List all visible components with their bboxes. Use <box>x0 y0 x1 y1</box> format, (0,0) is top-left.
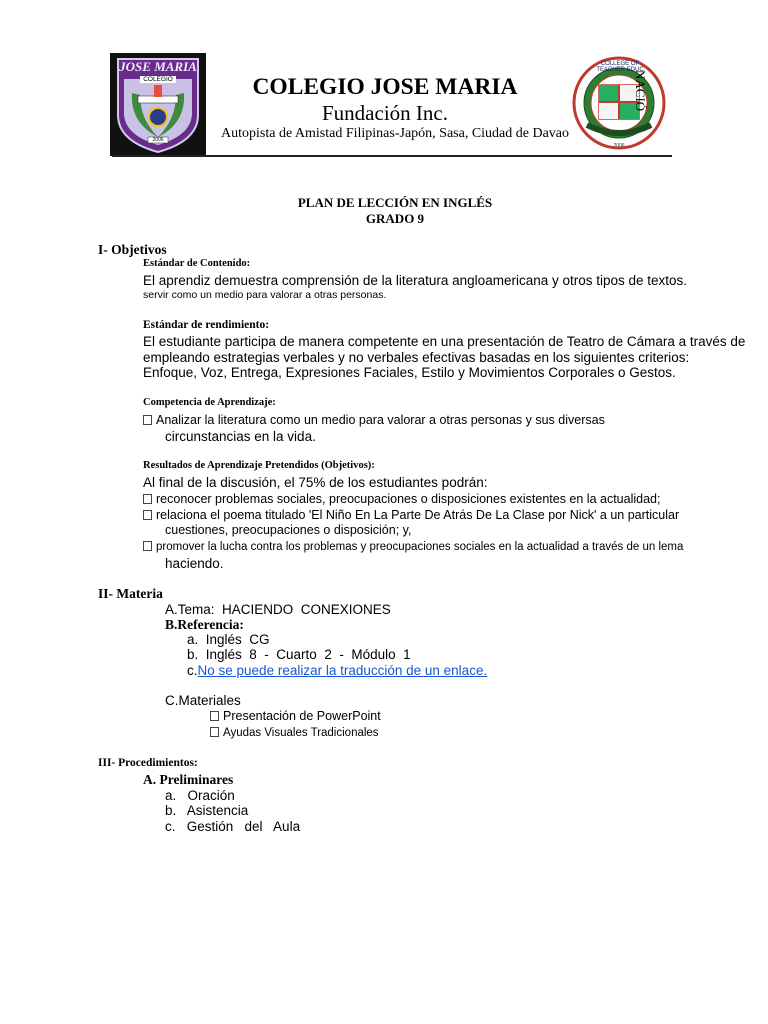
logo-year: 2006 <box>152 137 164 143</box>
rendimiento-label: Estándar de rendimiento: <box>143 319 270 331</box>
objective-bullet-3 <box>143 541 683 553</box>
bullet-box-icon <box>210 711 219 721</box>
objetivos-heading: I- Objetivos <box>98 242 167 257</box>
referencia-c-prefix: c. <box>187 663 198 678</box>
resultados-intro: Al final de la discusión, el 75% de los estudiantes podrán: <box>143 475 488 490</box>
document-title <box>150 195 640 227</box>
preliminar-item-c: c. Gestión del Aula <box>165 819 301 834</box>
objective-bullet-1 <box>143 492 660 506</box>
rendimiento-line-2: empleando estrategias verbales y no verbales efectivas basadas en los siguientes criterios: <box>143 350 690 365</box>
resultados-label: Resultados de Aprendizaje Pretendidos (Objetivos): <box>143 460 375 471</box>
school-name: COLEGIO JOSE MARIA <box>252 74 518 100</box>
contenido-small: servir como un medio para valorar a otras personas. <box>143 289 387 301</box>
objective-bullet-2-cont: cuestiones, preocupaciones o disposición; y, <box>165 523 412 537</box>
preliminares-label: A. Preliminares <box>143 772 234 787</box>
foundation-name: Fundación Inc. <box>322 101 448 125</box>
competencia-line-1 <box>143 413 605 427</box>
competencia-label: Competencia de Aprendizaje: <box>143 397 276 408</box>
objective-bullet-2 <box>143 508 679 522</box>
bullet-box-icon <box>143 510 152 520</box>
bullet-box-icon <box>143 494 152 504</box>
school-address: Autopista de Amistad Filipinas-Japón, Sasa, Ciudad de Davao <box>221 126 570 141</box>
seal-motto: La Paz <box>612 123 628 129</box>
header-divider <box>112 155 672 157</box>
referencia-label: B.Referencia: <box>165 617 244 632</box>
school-logo-right <box>569 55 670 155</box>
contenido-text: El aprendiz demuestra comprensión de la literatura angloamericana y otros tipos de textos. <box>143 273 688 288</box>
rendimiento-line-1: El estudiante participa de manera competente en una presentación de Teatro de Cámara a través de <box>143 334 746 349</box>
bullet-1-text: reconocer problemas sociales, preocupaciones o disposiciones existentes en la actualidad; <box>156 492 661 506</box>
referencia-a: a. Inglés CG <box>187 632 270 647</box>
objective-bullet-3-cont: haciendo. <box>165 556 224 571</box>
bullet-box-icon <box>143 415 152 425</box>
bullet-2-text: relaciona el poema titulado 'El Niño En La Parte De Atrás De La Clase por Nick' a un particular <box>156 508 680 522</box>
bullet-box-icon <box>143 541 152 551</box>
title-line-2: GRADO 9 <box>365 211 425 226</box>
referencia-b: b. Inglés 8 - Cuarto 2 - Módulo 1 <box>187 647 411 662</box>
bullet-box-icon <box>210 727 219 737</box>
preliminar-item-b: b. Asistencia <box>165 803 249 818</box>
materia-heading: II- Materia <box>98 586 163 601</box>
competencia-line-2: circunstancias en la vida. <box>165 429 316 444</box>
materiales-label: C.Materiales <box>165 693 241 708</box>
referencia-c <box>187 663 503 678</box>
logo-arc-text: JOSE MARIA <box>119 59 197 74</box>
material-1-text: Presentación de PowerPoint <box>223 709 381 723</box>
procedimientos-heading: III- Procedimientos: <box>98 757 198 769</box>
material-item-1 <box>210 709 381 723</box>
tema-line: A.Tema: HACIENDO CONEXIONES <box>165 602 391 617</box>
bullet-3-text: promover la lucha contra los problemas y preocupaciones sociales en la actualidad a través de un lema <box>156 541 684 553</box>
preliminar-item-a: a. Oración <box>165 788 235 803</box>
side-text: NACIÓ <box>633 70 648 112</box>
contenido-label: Estándar de Contenido: <box>143 258 251 269</box>
seal-ring-text: COLLEGE OF TEACHER EDUC <box>596 61 644 73</box>
seal-year: 2006 <box>613 143 625 149</box>
logo-ribbon-text: COLEGIO <box>140 76 176 83</box>
material-item-2 <box>210 727 379 739</box>
competencia-text: Analizar la literatura como un medio para valorar a otras personas y sus diversas <box>156 413 605 427</box>
rendimiento-line-3: Enfoque, Voz, Entrega, Expresiones Faciales, Estilo y Movimientos Corporales o Gestos. <box>143 365 676 380</box>
material-2-text: Ayudas Visuales Tradicionales <box>223 727 379 739</box>
title-line-1: PLAN DE LECCIÓN EN INGLÉS <box>297 195 493 210</box>
reference-link[interactable]: No se puede realizar la traducción de un enlace. <box>197 663 488 678</box>
